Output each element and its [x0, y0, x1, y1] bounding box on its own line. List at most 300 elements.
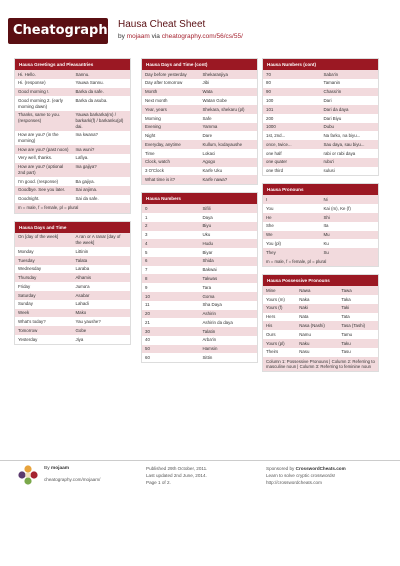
table-row	[142, 231, 257, 240]
table-row	[263, 339, 378, 348]
translation-cell: Bakwai	[200, 266, 258, 275]
translation-cell: Dubu	[321, 123, 379, 132]
term-cell: one half	[263, 149, 321, 158]
translation-cell: Sannu.	[73, 70, 131, 79]
term-cell: one quater	[263, 158, 321, 167]
table-row	[15, 111, 130, 131]
column-3	[262, 58, 379, 379]
possessive-section	[262, 274, 379, 372]
translation-cell: Sifili	[200, 204, 258, 213]
cheatography-logo[interactable]: Cheatography	[8, 18, 108, 44]
footer-author-name[interactable]: mojaam	[50, 466, 70, 471]
section-title: Hausa Numbers	[142, 193, 257, 204]
footer-by-line	[44, 466, 69, 471]
table-row	[15, 131, 130, 145]
table-row	[15, 163, 130, 177]
translation-cell: Chassi'in	[321, 88, 379, 97]
translation-cell: Lokaci	[200, 149, 258, 158]
table-row	[15, 300, 130, 309]
term-cell: Thanks, same to you. (responses)	[15, 111, 73, 131]
table-row	[142, 140, 257, 149]
table-row	[142, 345, 257, 354]
table-row	[15, 88, 130, 97]
term-cell: Ours	[263, 330, 296, 339]
subtitle-via: via	[149, 33, 162, 40]
table-row	[142, 248, 257, 257]
term-cell: On [day of the week]	[15, 233, 73, 247]
term-cell: 101	[263, 105, 321, 114]
page-subtitle	[118, 33, 243, 40]
term-cell: Week	[15, 309, 73, 318]
translation-cell: Naka	[296, 295, 338, 304]
term-cell: Yesterday	[15, 335, 73, 344]
translation-cell: Tamanin	[321, 79, 379, 88]
term-cell: 70	[263, 70, 321, 79]
numbers-cont-section	[262, 58, 379, 176]
table-row	[142, 301, 257, 310]
author-link[interactable]: mojaam	[126, 33, 150, 40]
table-row	[142, 79, 257, 88]
table-row	[263, 295, 378, 304]
pronouns-section	[262, 183, 379, 267]
term-cell: Tuesday	[15, 256, 73, 265]
table-row	[142, 283, 257, 292]
page-number: Page 1 of 2.	[146, 480, 171, 485]
table-row	[15, 256, 130, 265]
translation-cell: Hudu	[200, 239, 258, 248]
sponsor-tagline: Learn to solve cryptic crosswords!	[266, 473, 336, 478]
table-row	[15, 233, 130, 247]
translation-cell: Nawa	[296, 286, 338, 295]
sponsor-name[interactable]: CrosswordCheats.com	[295, 466, 346, 471]
translation-cell: Asabar	[73, 291, 131, 300]
section-note: m = male, f = female, pl = plural	[263, 257, 378, 266]
term-cell: 3	[142, 231, 200, 240]
table-row	[142, 239, 257, 248]
table-row	[142, 336, 257, 345]
section-title: Hausa Greetings and Pleasantries	[15, 59, 130, 70]
table-row	[142, 274, 257, 283]
translation-cell: Nata	[296, 313, 338, 322]
term-cell: 8	[142, 274, 200, 283]
translation-cell: Ita	[321, 222, 379, 231]
footer-author-link[interactable]: cheatography.com/mojaam/	[44, 477, 101, 482]
translation-cell: Ba gajiya.	[73, 177, 131, 186]
section-title: Hausa Pronouns	[263, 184, 378, 195]
days-cont-table	[142, 70, 257, 184]
table-row	[142, 114, 257, 123]
translation-cell: Jibi	[200, 79, 258, 88]
numbers-cont-table	[263, 70, 378, 175]
table-row	[142, 175, 257, 184]
term-cell: 1000	[263, 123, 321, 132]
term-cell: Thursday	[15, 273, 73, 282]
footer-sponsor	[266, 465, 346, 486]
days-section	[14, 221, 131, 345]
term-cell: Wednesday	[15, 265, 73, 274]
possessive-table	[263, 286, 378, 356]
translation-cell: Barka da asuba.	[73, 96, 131, 110]
translation-cell: rubu'i	[321, 158, 379, 167]
term-cell: Hi. Hello.	[15, 70, 73, 79]
table-row	[15, 79, 130, 88]
table-row	[263, 123, 378, 132]
translation-cell: Laraba	[73, 265, 131, 274]
table-row	[15, 273, 130, 282]
translation-cell: Tamu	[338, 330, 378, 339]
translation-cell: Shida	[200, 257, 258, 266]
table-row	[263, 321, 378, 330]
term-cell: Hers	[263, 313, 296, 322]
translation-cell: Agogo	[200, 158, 258, 167]
translation-cell: Kullum, kodayaushe	[200, 140, 258, 149]
term-cell: 40	[142, 336, 200, 345]
translation-cell: Tasu	[338, 348, 378, 357]
table-row	[142, 292, 257, 301]
table-row	[263, 222, 378, 231]
table-row	[15, 70, 130, 79]
table-row	[263, 158, 378, 167]
table-row	[263, 79, 378, 88]
table-row	[15, 186, 130, 195]
sponsor-url[interactable]: http://crosswordcheats.com	[266, 480, 322, 485]
table-row	[15, 247, 130, 256]
term-cell: 30	[142, 327, 200, 336]
translation-cell: sulusi	[321, 167, 379, 176]
table-row	[15, 96, 130, 110]
term-cell: Very well, thanks.	[15, 154, 73, 163]
translation-cell: Goma	[200, 292, 258, 301]
term-cell: once, twice...	[263, 140, 321, 149]
translation-cell: Mu	[321, 231, 379, 240]
table-row	[142, 131, 257, 140]
term-cell: Morning	[142, 114, 200, 123]
updated-date: Last updated 2nd June, 2014.	[146, 473, 207, 478]
table-row	[263, 96, 378, 105]
translation-cell: Dari da daya	[321, 105, 379, 114]
table-row	[142, 204, 257, 213]
table-row	[263, 149, 378, 158]
translation-cell: Naku	[296, 339, 338, 348]
term-cell: one third	[263, 167, 321, 176]
table-row	[263, 195, 378, 204]
translation-cell: Na farko, na biyu...	[321, 131, 379, 140]
term-cell: Goodnight.	[15, 195, 73, 204]
term-cell: 1	[142, 213, 200, 222]
table-row	[15, 177, 130, 186]
table-row	[263, 313, 378, 322]
term-cell: Everyday, anytime	[142, 140, 200, 149]
table-row	[263, 348, 378, 357]
term-cell: Evening	[142, 123, 200, 132]
term-cell: They	[263, 248, 321, 257]
translation-cell: Ni	[321, 195, 379, 204]
translation-cell: Uku	[200, 231, 258, 240]
term-cell: Saturday	[15, 291, 73, 300]
term-cell: 9	[142, 283, 200, 292]
table-row	[263, 231, 378, 240]
translation-cell: Ku	[321, 239, 379, 248]
term-cell: Month	[142, 88, 200, 97]
translation-cell: Lahadi	[73, 300, 131, 309]
translation-cell: Taka	[338, 295, 378, 304]
table-row	[15, 282, 130, 291]
term-cell: 6	[142, 257, 200, 266]
table-row	[263, 88, 378, 97]
table-row	[142, 105, 257, 114]
translation-cell: Nasu	[296, 348, 338, 357]
sponsor-line	[266, 465, 346, 472]
translation-cell: rabi or rabi daya	[321, 149, 379, 158]
term-cell: 11	[142, 301, 200, 310]
days-table	[15, 233, 130, 344]
translation-cell: Yamma	[200, 123, 258, 132]
days-cont-section	[141, 58, 258, 185]
term-cell: Yours (m)	[263, 295, 296, 304]
term-cell: How are you? (optional 2nd part)	[15, 163, 73, 177]
term-cell: Good morning !.	[15, 88, 73, 97]
table-row	[142, 222, 257, 231]
numbers-table	[142, 204, 257, 362]
translation-cell: Dari Biyu	[321, 114, 379, 123]
translation-cell: Ina gajiya?	[73, 163, 131, 177]
term-cell: How are you? (past noon)	[15, 145, 73, 154]
term-cell: Night	[142, 131, 200, 140]
sponsor-prefix: Sponsored by	[266, 466, 296, 471]
term-cell: You	[263, 204, 321, 213]
table-row	[263, 114, 378, 123]
section-title: Hausa Days and Time (cont)	[142, 59, 257, 70]
term-cell: Time	[142, 149, 200, 158]
numbers-section	[141, 192, 258, 363]
translation-cell: Shi	[321, 213, 379, 222]
term-cell: 80	[263, 79, 321, 88]
translation-cell: Ina kwana?	[73, 131, 131, 145]
published-date: Published 29th October, 2011.	[146, 466, 208, 471]
table-row	[15, 326, 130, 335]
translation-cell: Talatin	[200, 327, 258, 336]
translation-cell: Tata	[338, 313, 378, 322]
header	[0, 0, 400, 52]
translation-cell: Safe	[200, 114, 258, 123]
section-title: Hausa Possessive Pronouns	[263, 275, 378, 286]
table-row	[263, 204, 378, 213]
term-cell: 0	[142, 204, 200, 213]
translation-cell: Jiya	[73, 335, 131, 344]
term-cell: 20	[142, 310, 200, 319]
translation-cell: Barka da safe.	[73, 88, 131, 97]
greetings-table	[15, 70, 130, 203]
term-cell: Hi. (response)	[15, 79, 73, 88]
footer	[0, 460, 400, 490]
term-cell: What's today?	[15, 317, 73, 326]
table-row	[15, 335, 130, 344]
term-cell: Yours (pl)	[263, 339, 296, 348]
translation-cell: Taki	[338, 304, 378, 313]
term-cell: What time is it?	[142, 175, 200, 184]
translation-cell: Lafiya.	[73, 154, 131, 163]
table-row	[142, 318, 257, 327]
translation-cell: Ashirin	[200, 310, 258, 319]
translation-cell: Sittin	[200, 353, 258, 362]
table-row	[15, 195, 130, 204]
term-cell: Year, years	[142, 105, 200, 114]
term-cell: I	[263, 195, 321, 204]
translation-cell: Karfe Uku	[200, 167, 258, 176]
table-row	[263, 248, 378, 257]
translation-cell: Arba'in	[200, 336, 258, 345]
translation-cell: Tawa	[338, 286, 378, 295]
translation-cell: Tasa (Tashi)	[338, 321, 378, 330]
term-cell: I'm good. (response)	[15, 177, 73, 186]
term-cell: 1st, 2nd...	[263, 131, 321, 140]
term-cell: Clock, watch	[142, 158, 200, 167]
translation-cell: Gobe	[73, 326, 131, 335]
translation-cell: Biyu	[200, 222, 258, 231]
table-row	[142, 257, 257, 266]
translation-cell: Su	[321, 248, 379, 257]
footer-dates	[146, 465, 207, 486]
translation-cell: Daya	[200, 213, 258, 222]
term-cell: 3 O'Clock	[142, 167, 200, 176]
translation-cell: Ashirin da daya	[200, 318, 258, 327]
term-cell: He	[263, 213, 321, 222]
table-row	[263, 167, 378, 176]
table-row	[142, 96, 257, 105]
section-title: Hausa Numbers (cont)	[263, 59, 378, 70]
term-cell: Monday	[15, 247, 73, 256]
term-cell: Friday	[15, 282, 73, 291]
table-row	[142, 327, 257, 336]
term-cell: Day after tomorrow	[142, 79, 200, 88]
translation-cell: Watan Gobe	[200, 96, 258, 105]
translation-cell: Shekara, shekaru (pl)	[200, 105, 258, 114]
translation-cell: Nasa (Nashi)	[296, 321, 338, 330]
section-note: Column 1: Possessive Pronouns | Column 2: Referring to masculine noun | Column 3: Referring to feminine noun	[263, 357, 378, 372]
table-row	[263, 304, 378, 313]
table-row	[263, 140, 378, 149]
term-cell: Mine	[263, 286, 296, 295]
table-row	[142, 158, 257, 167]
translation-cell: Naki	[296, 304, 338, 313]
author-avatar-icon	[18, 465, 38, 485]
term-cell: She	[263, 222, 321, 231]
table-row	[15, 309, 130, 318]
section-title: Hausa Days and Time	[15, 222, 130, 233]
translation-cell: Kai (m), Ke (f)	[321, 204, 379, 213]
table-row	[263, 70, 378, 79]
table-row	[142, 149, 257, 158]
translation-cell: Sai anjima.	[73, 186, 131, 195]
term-cell: 7	[142, 266, 200, 275]
term-cell: 50	[142, 345, 200, 354]
translation-cell: Saba'in	[321, 70, 379, 79]
page-title: Hausa Cheat Sheet	[118, 19, 206, 30]
table-row	[142, 213, 257, 222]
translation-cell: Wata	[200, 88, 258, 97]
translation-cell: Dare	[200, 131, 258, 140]
term-cell: 21	[142, 318, 200, 327]
column-2	[141, 58, 258, 370]
term-cell: Yours (f)	[263, 304, 296, 313]
footer-by: By	[44, 466, 51, 471]
term-cell: 10	[142, 292, 200, 301]
term-cell: His	[263, 321, 296, 330]
table-row	[15, 265, 130, 274]
translation-cell: Sha Daya	[200, 301, 258, 310]
column-1	[14, 58, 131, 352]
sheet-url-link[interactable]: cheatography.com/56/cs/55/	[161, 33, 243, 40]
table-row	[142, 123, 257, 132]
subtitle-by: by	[118, 33, 127, 40]
table-row	[142, 167, 257, 176]
translation-cell: Yau yaushe?	[73, 317, 131, 326]
translation-cell: Yauwa Sannu.	[73, 79, 131, 88]
table-row	[142, 88, 257, 97]
table-row	[263, 286, 378, 295]
table-row	[15, 145, 130, 154]
translation-cell: Alhamis	[73, 273, 131, 282]
table-row	[263, 239, 378, 248]
term-cell: You (pl)	[263, 239, 321, 248]
term-cell: Day before yesterday	[142, 70, 200, 79]
term-cell: How are you? (in the morning)	[15, 131, 73, 145]
term-cell: 200	[263, 114, 321, 123]
translation-cell: Karfe nawa?	[200, 175, 258, 184]
table-row	[142, 70, 257, 79]
translation-cell: Ina wuni?	[73, 145, 131, 154]
term-cell: Next month	[142, 96, 200, 105]
translation-cell: Sai da safe.	[73, 195, 131, 204]
term-cell: Goodbye. See you later.	[15, 186, 73, 195]
translation-cell: Sau daya, sau biyu...	[321, 140, 379, 149]
translation-cell: A ran or A ranar [day of the week]	[73, 233, 131, 247]
term-cell: 90	[263, 88, 321, 97]
term-cell: Theirs	[263, 348, 296, 357]
term-cell: 5	[142, 248, 200, 257]
term-cell: Tomorrow	[15, 326, 73, 335]
translation-cell: Talata	[73, 256, 131, 265]
term-cell: 4	[142, 239, 200, 248]
translation-cell: Littinin	[73, 247, 131, 256]
table-row	[263, 213, 378, 222]
table-row	[15, 317, 130, 326]
term-cell: 60	[142, 353, 200, 362]
term-cell: 2	[142, 222, 200, 231]
greetings-section	[14, 58, 131, 214]
translation-cell: Taku	[338, 339, 378, 348]
translation-cell: Tara	[200, 283, 258, 292]
translation-cell: Yauwa barkarka(m) / barkarki(f) / barkanku(pl) dai.	[73, 111, 131, 131]
translation-cell: Mako	[73, 309, 131, 318]
term-cell: Good morning 2. (early morning dawn)	[15, 96, 73, 110]
translation-cell: Juma'a	[73, 282, 131, 291]
table-row	[263, 330, 378, 339]
translation-cell: Hamsin	[200, 345, 258, 354]
table-row	[263, 105, 378, 114]
translation-cell: Takwas	[200, 274, 258, 283]
translation-cell: Dari	[321, 96, 379, 105]
table-row	[15, 154, 130, 163]
term-cell: Sunday	[15, 300, 73, 309]
translation-cell: Shekaranjiya	[200, 70, 258, 79]
section-note: m = male, f = female, pl = plural	[15, 203, 130, 212]
table-row	[142, 353, 257, 362]
term-cell: 100	[263, 96, 321, 105]
pronouns-table	[263, 195, 378, 256]
term-cell: We	[263, 231, 321, 240]
table-row	[142, 266, 257, 275]
